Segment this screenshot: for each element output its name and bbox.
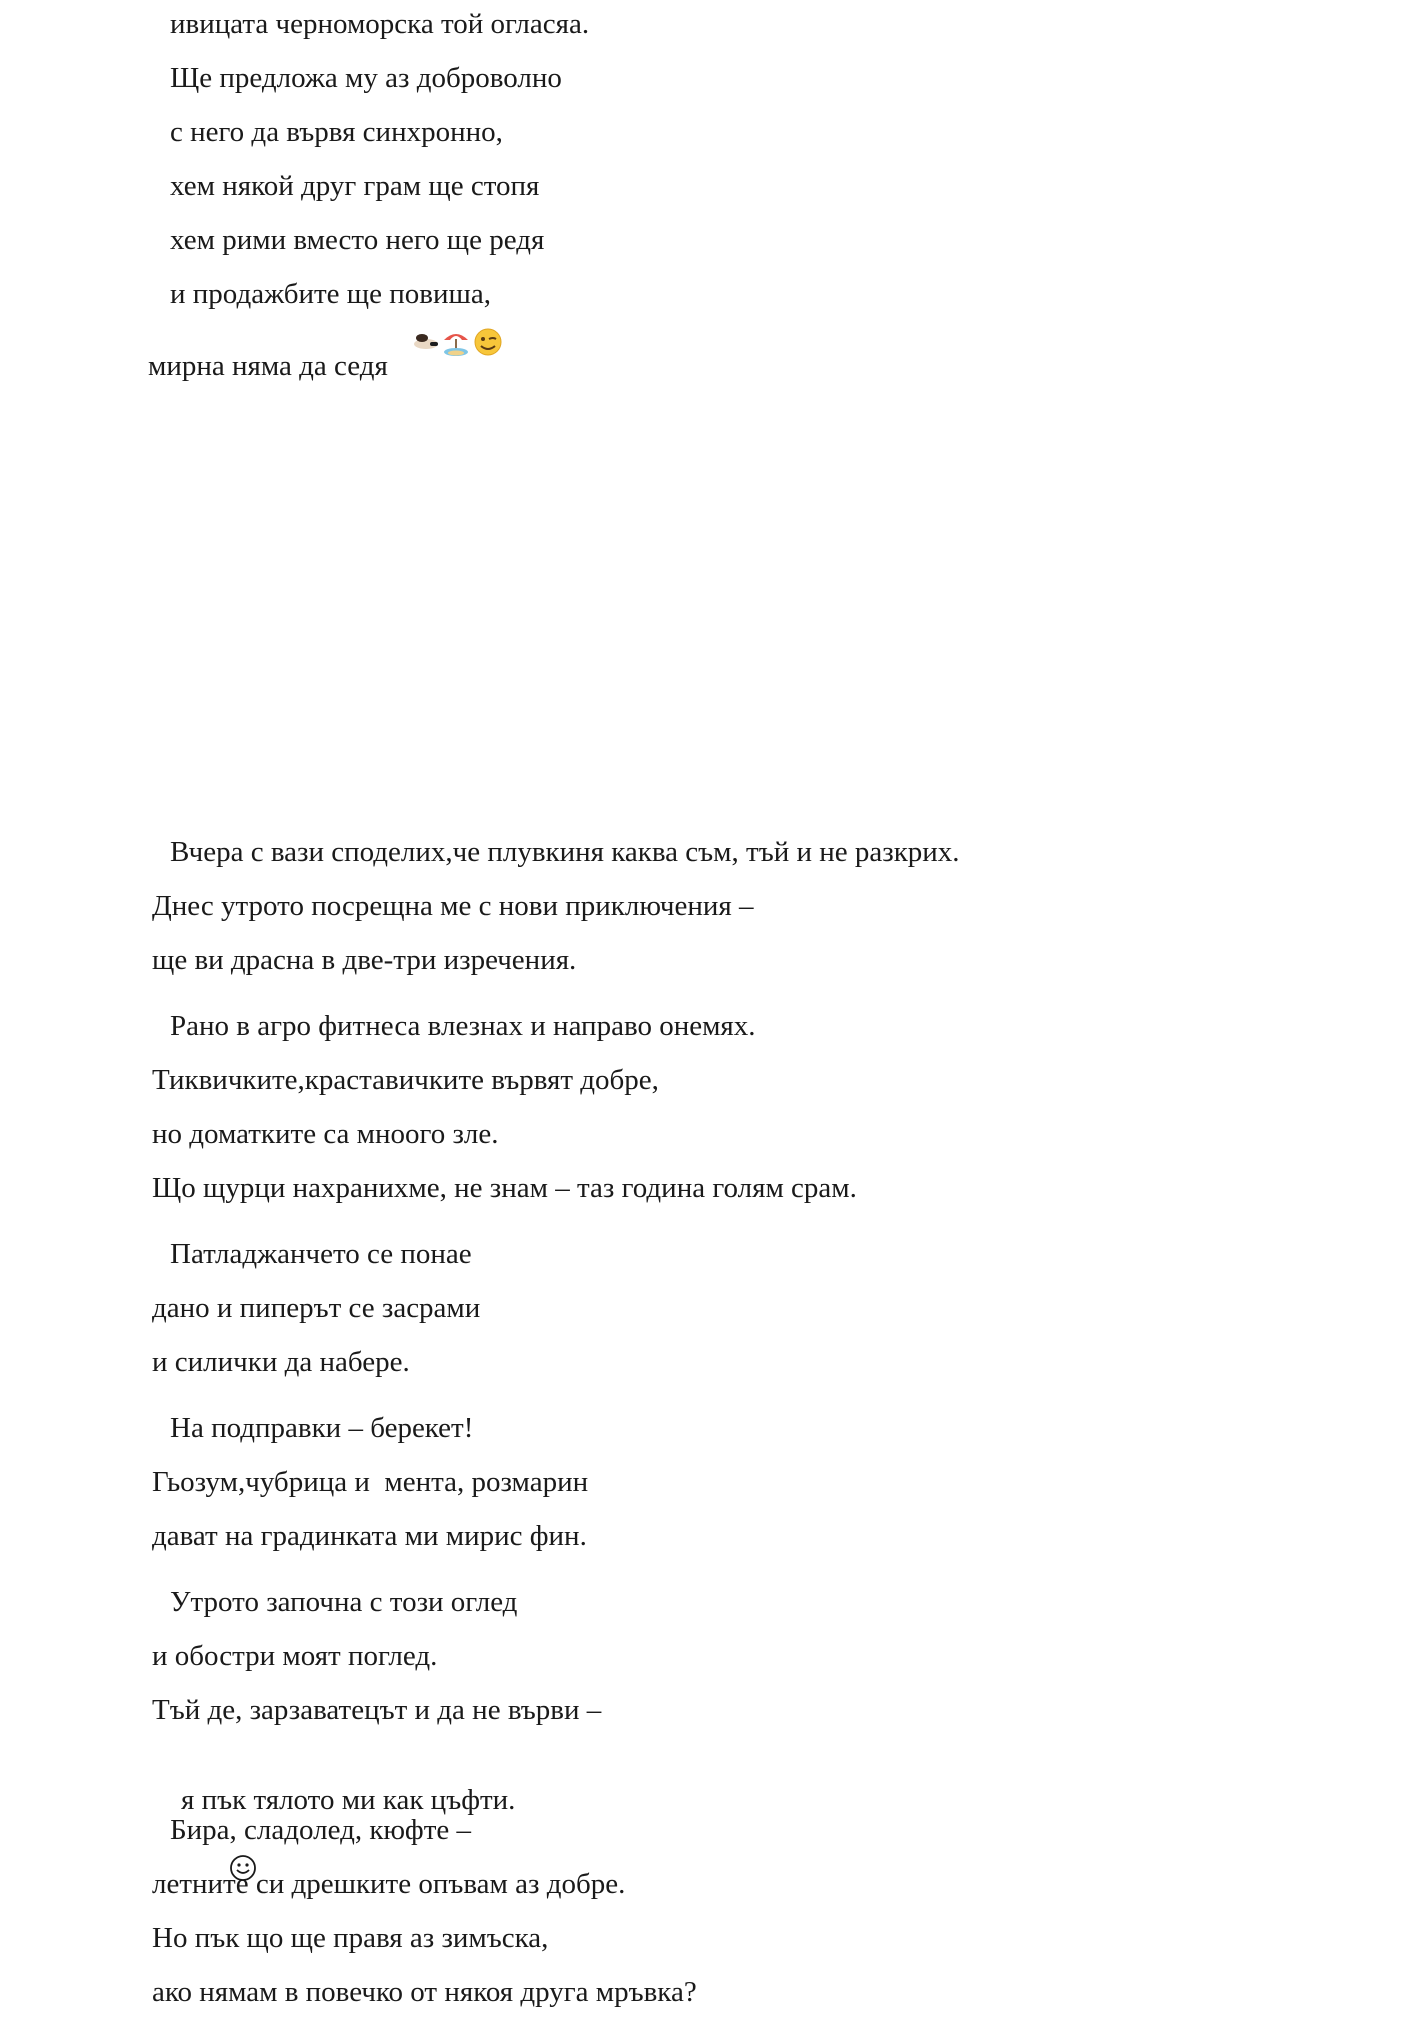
poem-line: летните си дрешките опъвам аз добре. (152, 1868, 626, 1900)
poem-line: Ще предложа му аз доброволно (170, 62, 562, 94)
emoji-cluster (412, 326, 504, 358)
poem-line: дават на градинката ми мирис фин. (152, 1520, 587, 1552)
poem-line: ще ви драсна в две-три изречения. (152, 944, 577, 976)
poem-line: Тиквичките,краставичките вървят добре, (152, 1064, 659, 1096)
beach-umbrella-icon (444, 334, 468, 356)
stanza-first-line: Вчера с вази споделих,че плувкиня каква съм, тъй и не разкрих. (170, 836, 960, 868)
stanza-first-line: На подправки – берекет! (170, 1412, 474, 1444)
poem-line: хем някой друг грам ще стопя (170, 170, 540, 202)
poem-last-line: мирна няма да седя (148, 350, 388, 382)
stanza-first-line: Утрото започна с този оглед (170, 1586, 518, 1618)
poem-line-text: я пък тялото ми как цъфти. (181, 1784, 516, 1816)
woman-sunbathing-icon (414, 334, 438, 349)
poem-line: с него да вървя синхронно, (170, 116, 503, 148)
poem-line: Днес утрото посрещна ме с нови приключения – (152, 890, 754, 922)
poem-line: и силички да набере. (152, 1346, 410, 1378)
poem-line: ако нямам в повечко от някоя друга мръвка? (152, 1976, 697, 2008)
poem-line: дано и пиперът се засрами (152, 1292, 481, 1324)
poem-line: ивицата черноморска той огласяa. (170, 8, 590, 40)
poem-line: хем рими вместо него ще редя (170, 224, 545, 256)
poem-line: но доматките са мноого зле. (152, 1118, 499, 1150)
poem-line: и обостри моят поглед. (152, 1640, 438, 1672)
winking-face-icon (475, 329, 501, 355)
stanza-first-line: Бира, сладолед, кюфте – (170, 1814, 472, 1846)
poem-line: Що щурци нахранихме, не знам – таз година голям срам. (152, 1172, 857, 1204)
stanza-first-line: Патладжанчето се понае (170, 1238, 472, 1270)
poem-line: Но пък що ще правя аз зимъска, (152, 1922, 549, 1954)
poem-line: и продажбите ще повиша, (170, 278, 491, 310)
poem-line: Тъй де, зарзаватецът и да не върви – (152, 1694, 602, 1726)
poem-line: Гьозум,чубрица и мента, розмарин (152, 1466, 589, 1498)
stanza-first-line: Рано в агро фитнеса влезнах и направо онемях. (170, 1010, 756, 1042)
